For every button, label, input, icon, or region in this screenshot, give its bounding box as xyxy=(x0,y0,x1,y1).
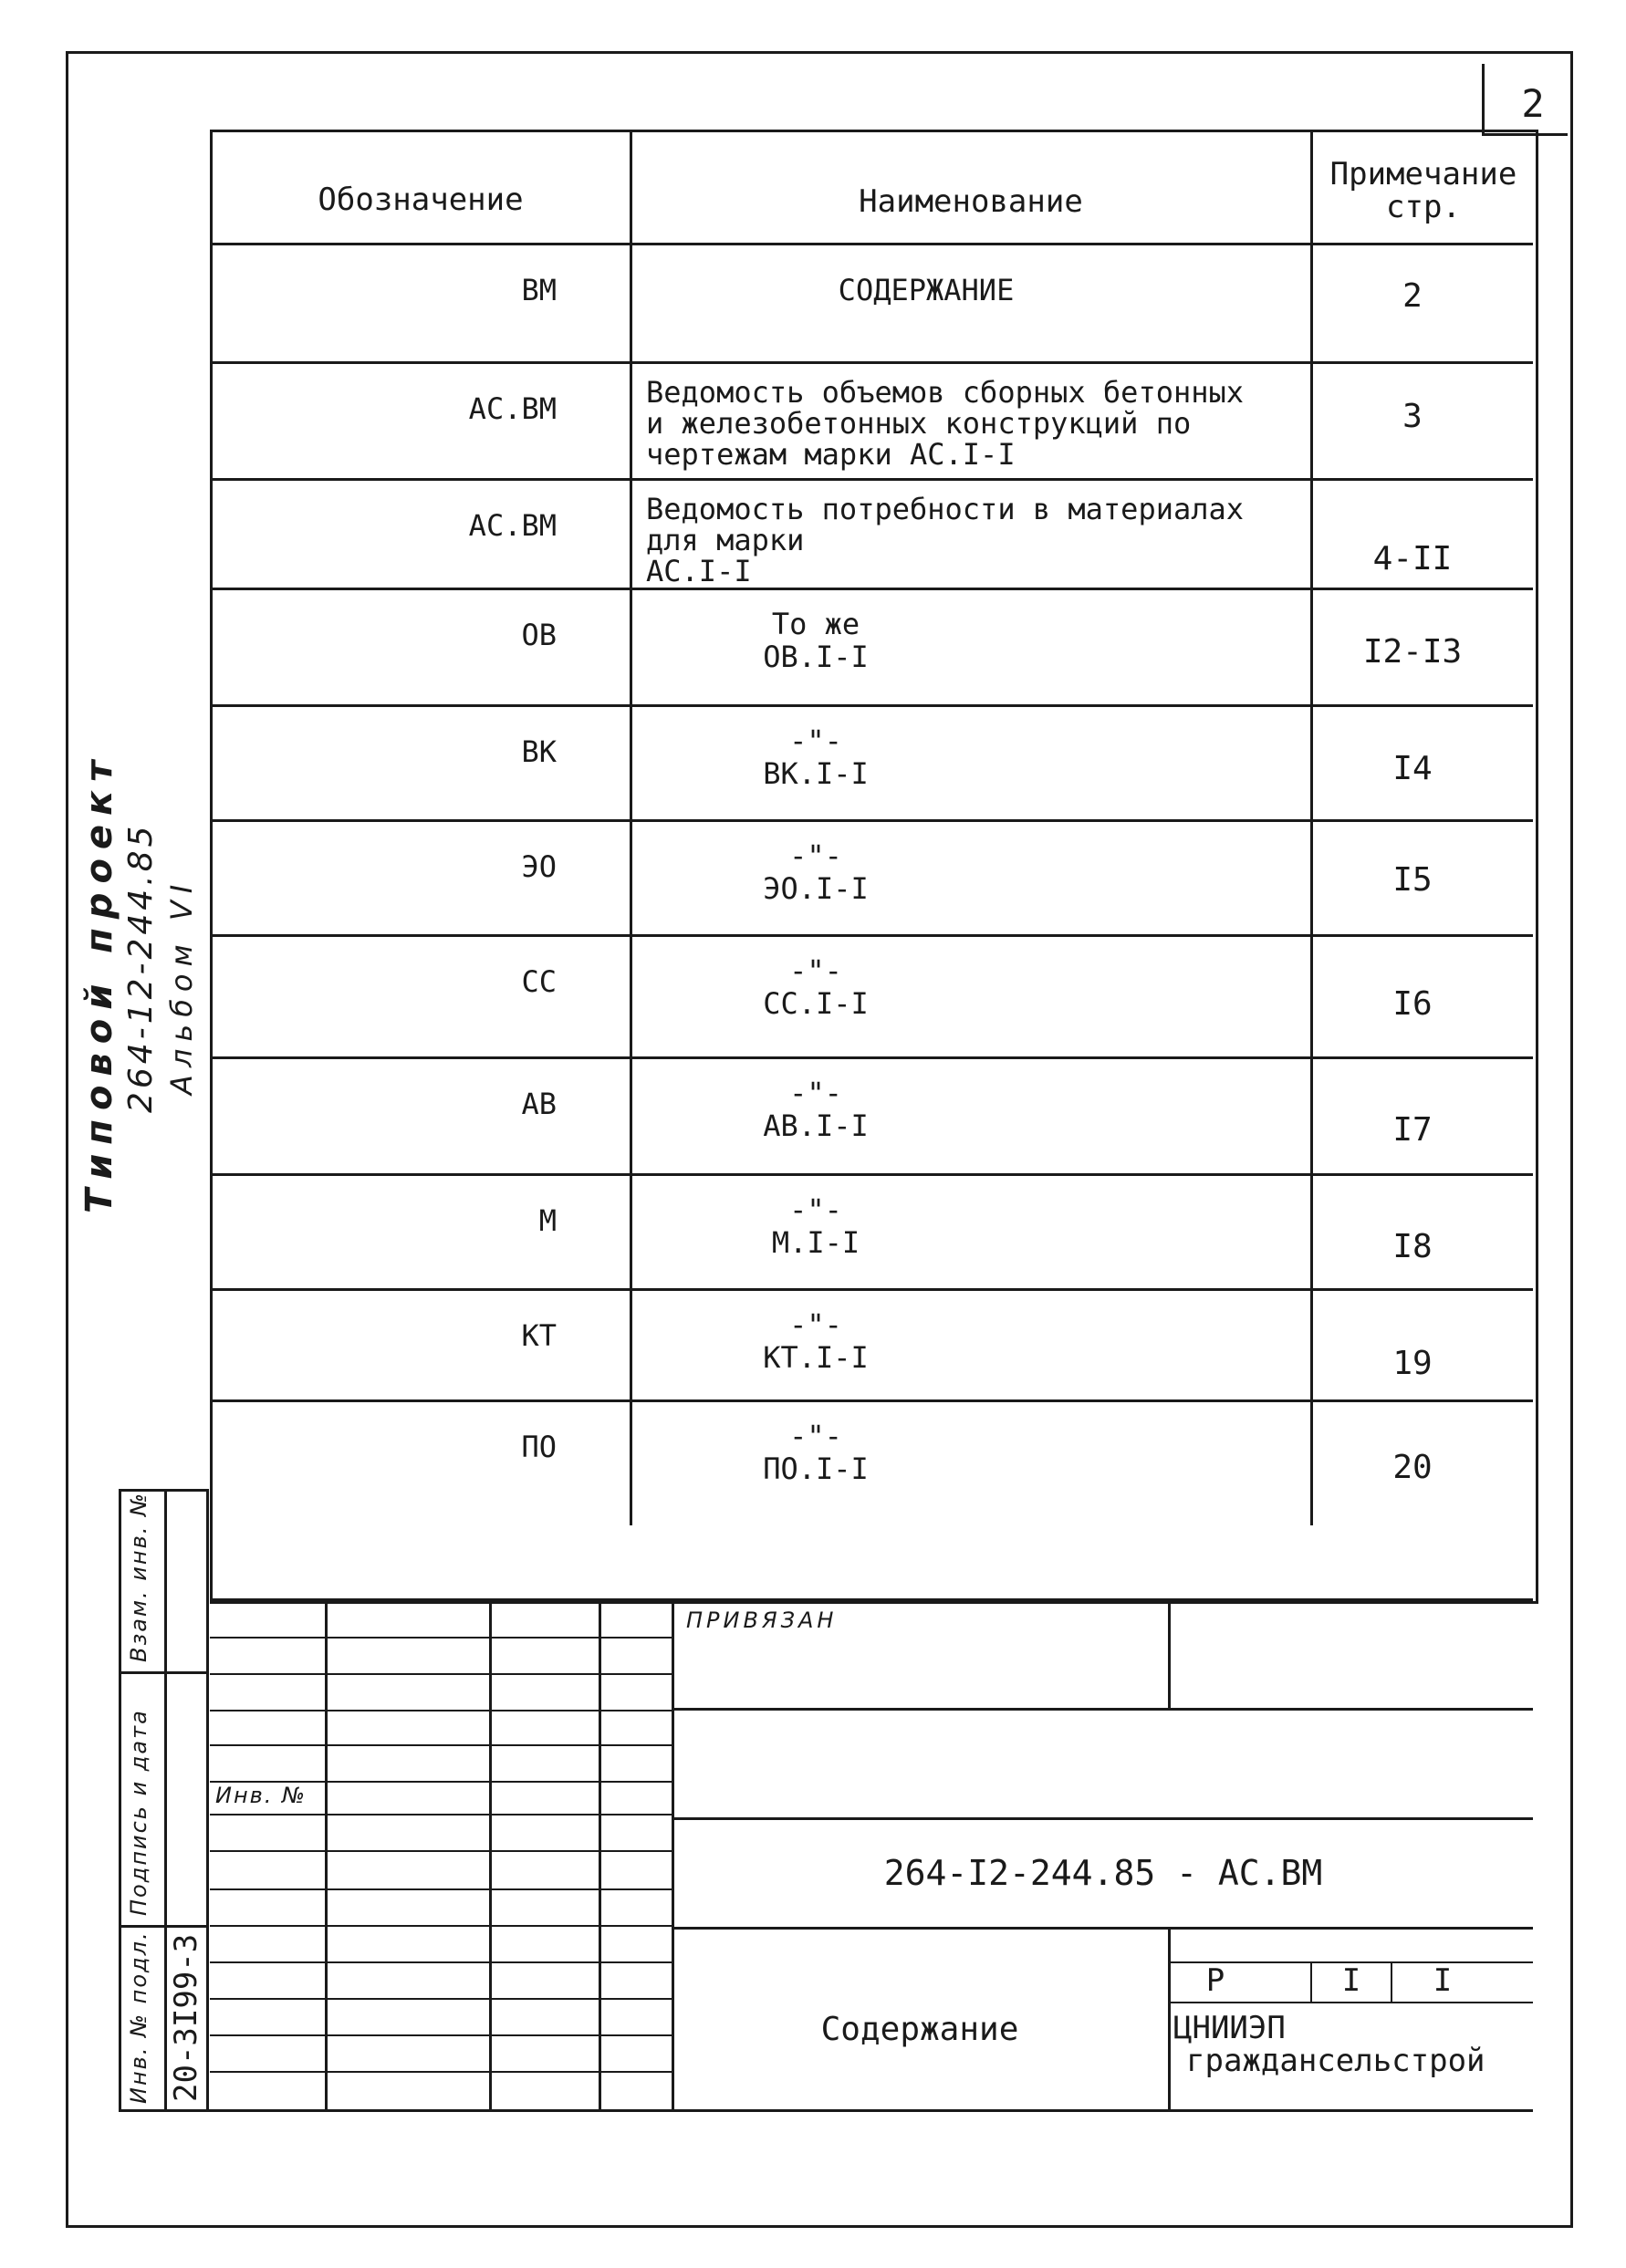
strip-inv-podl-value: 20-3I99-3 xyxy=(168,1933,204,2102)
tb-code-bottom xyxy=(672,1927,1533,1930)
tb-col-2 xyxy=(489,1598,492,2109)
row-separator xyxy=(212,1056,1533,1059)
tb-row-7 xyxy=(210,1850,672,1852)
row-name-line: -"- xyxy=(789,1076,842,1110)
header-designation: Обозначение xyxy=(318,182,524,218)
row-name-line: АС.I-I xyxy=(646,554,752,588)
tb-row-12 xyxy=(210,2034,672,2036)
row-separator xyxy=(212,1288,1533,1291)
tb-row-1 xyxy=(210,1637,672,1639)
row-designation: СС xyxy=(521,964,557,999)
col-sep-2 xyxy=(1310,130,1313,1525)
tb-organization-line2: граждансельстрой xyxy=(1186,2043,1485,2079)
row-name-line: -"- xyxy=(789,1192,842,1227)
strip-right xyxy=(206,1489,209,2109)
strip-left xyxy=(119,1489,121,2109)
row-separator xyxy=(212,243,1533,245)
stamp-project-number: 264-12-244.85 xyxy=(122,822,160,1113)
row-designation: ОВ xyxy=(521,618,557,652)
row-designation: ВМ xyxy=(521,273,557,307)
strip-sep-1 xyxy=(119,1671,206,1674)
row-page: I7 xyxy=(1392,1111,1433,1149)
strip-bottom xyxy=(119,2109,1533,2112)
row-name-line: чертежам марки АС.I-I xyxy=(646,437,1016,472)
row-name-line: ПО.I-I xyxy=(763,1451,869,1486)
row-name-line: -"- xyxy=(789,1307,842,1342)
row-name-line: М.I-I xyxy=(771,1225,860,1260)
row-page: I6 xyxy=(1392,985,1433,1023)
row-separator xyxy=(212,934,1533,937)
strip-sep-2 xyxy=(119,1925,206,1928)
row-name-line: -"- xyxy=(789,953,842,988)
row-designation: М xyxy=(538,1203,557,1238)
tb-sheet-title: Содержание xyxy=(820,2011,1019,2048)
row-name-line: ОВ.I-I xyxy=(763,640,869,674)
stamp-project-type: Типовой проект xyxy=(78,751,120,1213)
row-page: I5 xyxy=(1392,861,1433,899)
row-name-line: -"- xyxy=(789,723,842,758)
row-name-line: КТ.I-I xyxy=(763,1340,869,1375)
tb-row-9 xyxy=(210,1925,672,1927)
strip-podpis-data: Подпись и дата xyxy=(126,1709,151,1916)
tb-inv-no: Инв. № xyxy=(215,1783,307,1808)
row-name-line: Ведомость потребности в материалах xyxy=(646,492,1245,526)
row-separator xyxy=(212,1173,1533,1176)
col-sep-1 xyxy=(630,130,632,1525)
tb-row-10 xyxy=(210,1961,672,1963)
row-page: 20 xyxy=(1392,1449,1433,1486)
row-name-line: -"- xyxy=(789,1419,842,1453)
tb-sheet: I xyxy=(1341,1962,1361,1999)
tb-stage: Р xyxy=(1205,1962,1225,1999)
stamp-album: Альбом VI xyxy=(164,877,199,1095)
tb-code-top xyxy=(672,1817,1533,1820)
header-note-line1: Примечание xyxy=(1329,156,1517,192)
strip-mid xyxy=(164,1489,167,2109)
tb-privyazan-bottom xyxy=(672,1708,1533,1711)
row-designation: ЭО xyxy=(521,849,557,884)
row-page: 2 xyxy=(1402,277,1423,315)
header-name: Наименование xyxy=(859,183,1083,220)
row-page: 3 xyxy=(1402,398,1423,435)
tb-privyazan: ПРИВЯЗАН xyxy=(686,1607,838,1633)
page-number-box-left xyxy=(1482,64,1485,133)
row-name-line: -"- xyxy=(789,838,842,873)
row-name-line: ВК.I-I xyxy=(763,756,869,791)
tb-row-13 xyxy=(210,2071,672,2073)
tb-row-11 xyxy=(210,1998,672,2000)
row-separator xyxy=(212,704,1533,707)
row-page: 19 xyxy=(1392,1345,1433,1382)
row-separator xyxy=(212,478,1533,481)
row-page: 4-II xyxy=(1372,540,1453,577)
tb-privyazan-sep xyxy=(1168,1598,1171,1708)
row-name-line: и железобетонных конструкций по xyxy=(646,406,1192,441)
row-designation: АВ xyxy=(521,1087,557,1121)
row-designation: АС.ВМ xyxy=(468,391,557,426)
page-number: 2 xyxy=(1521,81,1545,126)
header-note-line2: стр. xyxy=(1386,189,1461,225)
tb-sheets: I xyxy=(1433,1962,1453,1999)
tb-top xyxy=(210,1598,1533,1601)
row-separator xyxy=(212,361,1533,364)
tb-col-3 xyxy=(599,1598,601,2109)
row-page: I4 xyxy=(1392,750,1433,787)
row-name-line: для марки xyxy=(646,523,805,557)
tb-organization-line1: ЦНИИЭП xyxy=(1173,2010,1286,2046)
tb-row-4 xyxy=(210,1744,672,1746)
row-name-line: ЭО.I-I xyxy=(763,871,869,906)
row-separator xyxy=(212,588,1533,590)
tb-row-2 xyxy=(210,1673,672,1675)
row-designation: АС.ВМ xyxy=(468,508,557,543)
tb-row-8 xyxy=(210,1888,672,1890)
row-name-line: СС.I-I xyxy=(763,986,869,1021)
tb-col-1 xyxy=(325,1598,328,2109)
row-name-line: СОДЕРЖАНИЕ xyxy=(838,273,1015,307)
tb-stage-bottom xyxy=(1168,2002,1533,2003)
row-page: I2-I3 xyxy=(1362,633,1463,671)
row-designation: ПО xyxy=(521,1430,557,1464)
tb-stage-sep xyxy=(1168,1927,1171,2109)
strip-vzam-inv: Взам. инв. № xyxy=(126,1492,151,1662)
row-designation: КТ xyxy=(521,1318,557,1353)
row-name-line: То же xyxy=(771,607,860,641)
row-page: I8 xyxy=(1392,1228,1433,1265)
strip-inv-podl: Инв. № подл. xyxy=(126,1930,151,2104)
row-name-line: АВ.I-I xyxy=(763,1108,869,1143)
row-designation: ВК xyxy=(521,734,557,769)
row-name-line: Ведомость объемов сборных бетонных xyxy=(646,375,1245,410)
row-separator xyxy=(212,819,1533,822)
tb-row-6 xyxy=(210,1814,672,1815)
tb-row-3 xyxy=(210,1710,672,1711)
row-separator xyxy=(212,1399,1533,1402)
tb-document-code: 264-I2-244.85 - АС.ВМ xyxy=(883,1853,1323,1893)
